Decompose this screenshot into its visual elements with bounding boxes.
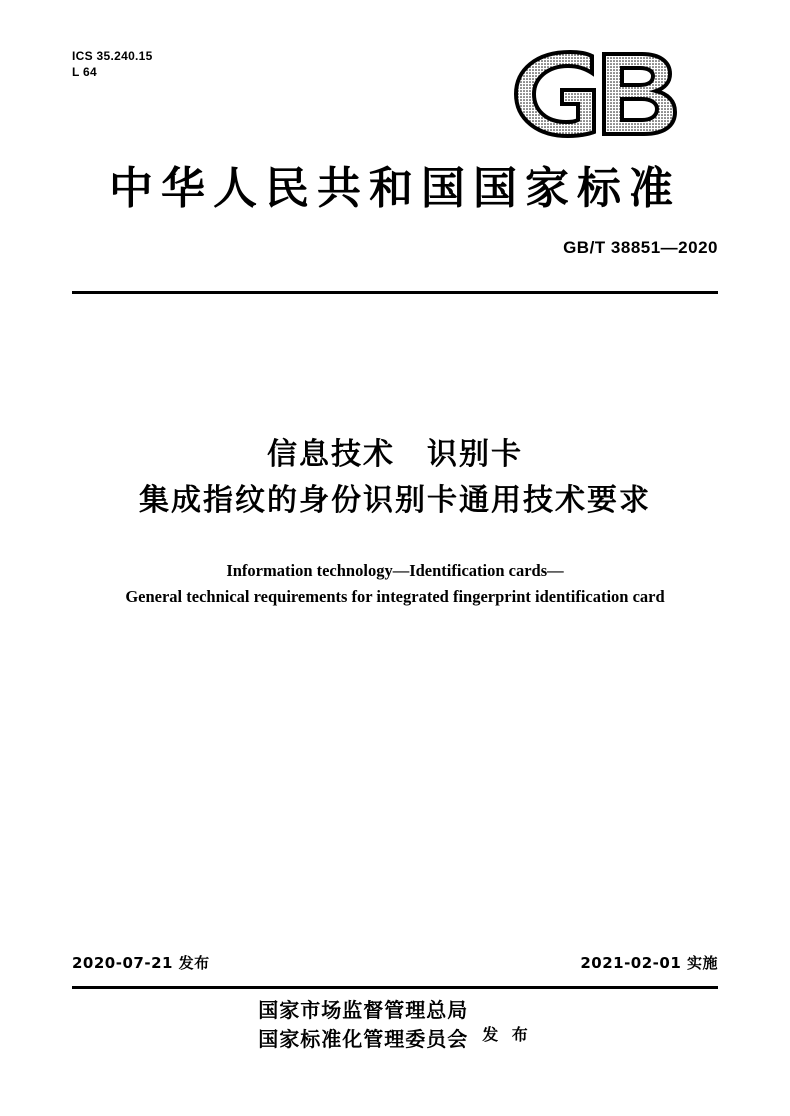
document-title-cn-line1: 信息技术 识别卡: [267, 437, 523, 472]
issuer-names: [258, 996, 468, 1054]
ics-code: ICS 35.240.15: [72, 49, 153, 63]
document-title-cn-line2: 集成指纹的身份识别卡通用技术要求: [139, 483, 651, 518]
ics-classification-block: [72, 48, 153, 80]
national-standard-title: 中华人民共和国国家标准: [109, 163, 681, 214]
ccs-code: L 64: [72, 65, 97, 79]
footer-divider: [72, 986, 718, 989]
header-divider: [72, 291, 718, 294]
publish-label: 发 布: [482, 1024, 532, 1044]
issuer-block: [72, 996, 718, 1054]
effective-date: 2021-02-01 实施: [580, 954, 718, 972]
document-title-en-line2: General technical requirements for integrated fingerprint identification card: [125, 587, 665, 606]
gb-logo-icon: [508, 48, 686, 140]
document-title-en: [72, 558, 718, 610]
standard-number: GB/T 38851—2020: [563, 238, 718, 257]
issuer-line-1: 国家市场监督管理总局: [258, 998, 469, 1022]
document-title-en-line1: Information technology—Identification cards—: [226, 561, 564, 580]
issue-date: 2020-07-21 发布: [72, 954, 210, 972]
date-row: [72, 952, 718, 973]
issuer-line-2: 国家标准化管理委员会: [258, 1027, 469, 1051]
document-title-cn: [72, 432, 718, 524]
